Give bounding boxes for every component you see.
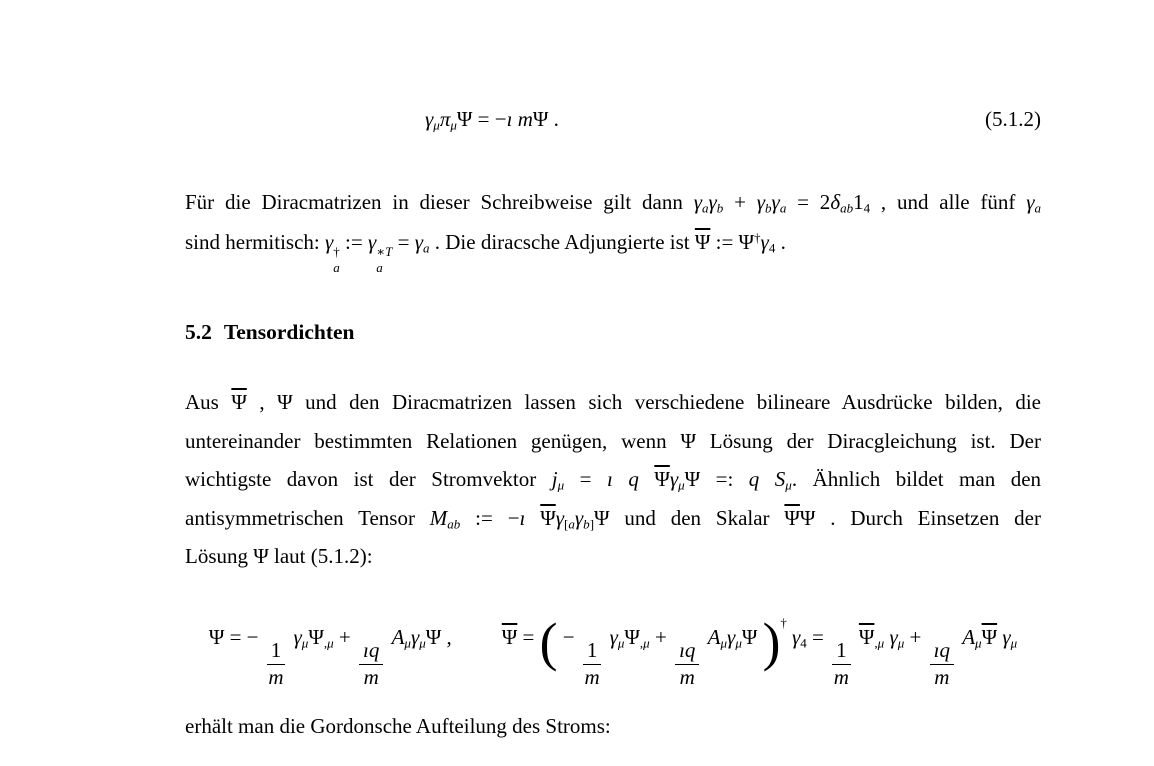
- paragraph-tensordichten: [185, 383, 1041, 576]
- big-paren: (: [539, 612, 558, 673]
- section-title: Tensordichten: [223, 320, 355, 344]
- inline-math: $j_\mu$ = ı q $\overline{\Psi}\gamma_\mu\Psi$ =: q $S_\mu$: [551, 467, 792, 493]
- inline-math: $M_{ab}$ := −ı $\overline{\Psi}\gamma_{[a}\gamma_{b]}\Psi$: [429, 505, 610, 532]
- text-line: antisymmetrischen Tensor $M_{ab}$ := −ı $\overline{\Psi}\gamma_{[a}\gamma_{b]}\Psi$ und den Skalar $\overline{\Psi}\Psi$ . Durch Einsetzen der: [185, 505, 1041, 532]
- inline-math: Ψ: [253, 544, 269, 568]
- inline-math: $\overline{\Psi}$ = ( − $\frac{1}{m}$ $\gamma_\mu\Psi_{,\mu}$ + $\frac{ıq}{m}$ $A_\mu\gamma_\mu\Psi$ )† $\gamma_4$ = $\frac{1}{m}$ $\overline{\Psi}_{,\mu}$ $\gamma_\mu$ + $\frac{ıq}{m}$ $A_\mu\overline{\Psi}$ $\gamma_\mu$: [501, 612, 1018, 689]
- equation-number: (5.1.2): [985, 107, 1041, 131]
- text-line: untereinander bestimmten Relationen genügen, wenn Ψ Lösung der Diracgleichung ist. Der: [185, 428, 1041, 453]
- inline-math: $\overline{\Psi}$ := $\Psi^\dagger\gamma_4$: [694, 229, 776, 256]
- big-paren: ): [762, 612, 781, 673]
- text-line: Lösung Ψ laut (5.1.2):: [185, 544, 373, 568]
- section-heading: [185, 319, 355, 345]
- text-line: sind hermitisch: γ † a := γ ∗T a = $\gamma_a$ . Die diracsche Adjungierte ist $\overline{\Psi}$ := $\Psi^\dagger\gamma_4$ .: [185, 229, 786, 276]
- text-line: wichtigste davon ist der Stromvektor $j_\mu$ = ı q $\overline{\Psi}\gamma_\mu\Psi$ =: q $S_\mu$. Ähnlich bildet man den: [185, 467, 1042, 493]
- inline-math: $\gamma_a$: [1026, 190, 1042, 216]
- inline-math: $\overline{\Psi}\Psi$: [784, 505, 816, 530]
- paragraph-dirac-matrices: [185, 182, 1041, 276]
- text-line: Für die Diracmatrizen in dieser Schreibweise gilt dann $\gamma_a\gamma_b + \gamma_b\gamma_a = 2\delta_{ab}1_4$ , und alle fünf $\gamma_a$: [185, 190, 1042, 216]
- numbered-equation-row: [185, 107, 1041, 132]
- text-line: Aus $\overline{\Psi}$ , Ψ und den Diracmatrizen lassen sich verschiedene bilineare Ausdrücke bilden, die: [185, 390, 1041, 414]
- inline-math: $\overline{\Psi}$: [231, 390, 247, 414]
- inline-math: Ψ: [277, 390, 293, 414]
- section-number: 5.2: [185, 320, 212, 344]
- closing-line: erhält man die Gordonsche Aufteilung des Stroms:: [185, 714, 611, 738]
- inline-math: γ † a := γ ∗T a = $\gamma_a$: [325, 230, 430, 276]
- inline-math: Ψ = − $\frac{1}{m}$ $\gamma_\mu\Psi_{,\mu}$ + $\frac{ıq}{m}$ $A_\mu\gamma_\mu\Psi$ ,: [208, 625, 452, 689]
- inline-math: $\gamma_a\gamma_b + \gamma_b\gamma_a = 2\delta_{ab}1_4$: [693, 190, 871, 216]
- equation-5-1-2: $\gamma_\mu\pi_\mu\Psi$ = −ı mΨ .: [425, 107, 559, 133]
- inline-math: Ψ: [680, 428, 696, 453]
- display-equation-psi-substitution: [185, 597, 1041, 689]
